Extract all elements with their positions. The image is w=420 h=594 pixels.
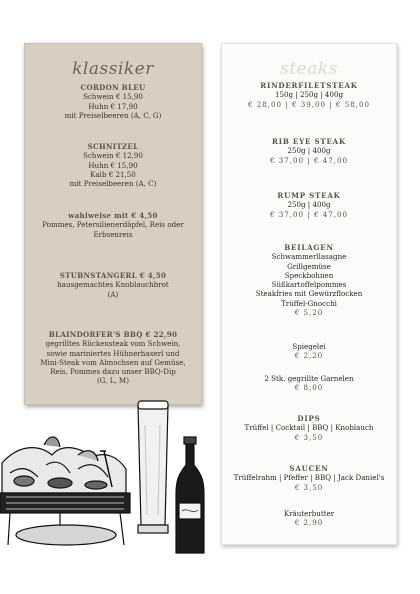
beer-bottle-icon [176,437,204,553]
bbq-illustration [0,385,220,560]
klassiker-title: klassiker [72,59,154,79]
item-line: Trüffel-Gnocchi [281,298,337,308]
menu-item-spiegelei [222,342,396,361]
menu-item-rib-eye [222,137,396,165]
steaks-title: steaks [280,59,338,79]
item-line: Steakfries mit Gewürzflocken [255,289,363,299]
menu-item-garnelen [222,374,396,393]
item-line: Trüffel | Cocktail | BBQ | Knoblauch [244,423,374,433]
item-line: Spiegelei [292,342,326,351]
item-heading: RUMP STEAK [277,191,341,200]
item-price: € 37,00 | € 47,00 [269,209,349,219]
item-heading: RIB EYE STEAK [272,137,346,146]
item-heading: CORDON BLEU [80,83,146,92]
item-line: Schwein € 15,90 [83,92,143,102]
item-line: Kräuterbutter [283,509,335,518]
beer-glass-icon [138,401,168,533]
menu-item-schnitzel [25,142,201,188]
item-line: 250g | 400g [287,146,331,156]
menu-item-rinderfiletsteak [222,81,396,109]
item-line: (A) [107,289,119,299]
item-price: € 2,90 [294,518,324,528]
item-heading: SAUCEN [289,464,329,473]
item-line: Trüffelrahm | Pfeffer | BBQ | Jack Daniel's [233,473,385,483]
menu-item-stubnstangerl [25,271,201,299]
item-line: 150g | 250g | 400g [274,90,344,100]
item-price: € 5,20 [294,308,324,318]
item-price: € 3,50 [294,432,324,442]
item-line: Speckbohnen [284,270,334,280]
item-line: hausgemachtes Knoblauchbrot [57,280,169,290]
item-line: mit Preiselbeeren (A, C, G) [64,110,162,120]
item-price: € 2,20 [294,351,324,361]
item-line: Huhn € 15,90 [88,160,138,170]
item-line: Schwein € 12,90 [83,151,143,161]
grill-icon [0,437,130,545]
menu-item-rump-steak [222,191,396,219]
item-line: Pommes, Petersilienerdäpfel, Reis oder [42,220,184,230]
item-line: sowie mariniertes Hühnerhaxerl und [46,348,180,358]
item-heading: DIPS [297,414,321,423]
item-line: mit Preiselbeeren (A, C) [69,179,157,189]
item-line: Kalb € 21,50 [90,169,136,179]
menu-item-kraeuterbutter [222,509,396,528]
item-heading: BEILAGEN [284,243,334,252]
item-line: Schwammerllasagne [271,252,347,262]
item-heading: wahlweise mit € 4,50 [68,211,158,220]
item-heading: SCHNITZEL [87,142,139,151]
item-line: Grillgemüse [287,261,331,271]
menu-item-dips [222,414,396,442]
item-price: € 3,50 [294,482,324,492]
item-line: Mini-Steak vom Almochsen auf Gemüse, [40,357,186,367]
item-price: € 28,00 | € 39,00 | € 58,00 [247,99,371,109]
item-price: € 8,00 [294,383,324,393]
item-price: € 37,00 | € 47,00 [269,155,349,165]
item-line: gegrilltes Rückensteak vom Schwein, [45,339,181,349]
item-line: (G, L, M) [97,376,129,386]
item-heading: STUBNSTANGERL € 4,50 [59,271,167,280]
item-heading: RINDERFILETSTEAK [260,81,358,90]
menu-item-cordon-bleu [25,83,201,120]
item-line: Erbsenreis [93,229,133,239]
klassiker-card [24,43,202,405]
item-line: Süßkartoffelpommes [271,280,347,290]
menu-item-beilagen [222,243,396,317]
item-line: Reis, Pommes dazu unser BBQ-Dip [50,367,176,377]
item-heading: BLAINDORFER'S BBQ € 22,90 [48,330,178,339]
steaks-card [221,43,397,545]
item-line: Huhn € 17,90 [88,101,138,111]
item-line: 2 Stk. gegrillte Garnelen [264,374,354,383]
menu-item-bbq [25,330,201,386]
item-line: 250g | 400g [287,200,331,210]
menu-item-wahlweise [25,211,201,239]
menu-item-saucen [222,464,396,492]
